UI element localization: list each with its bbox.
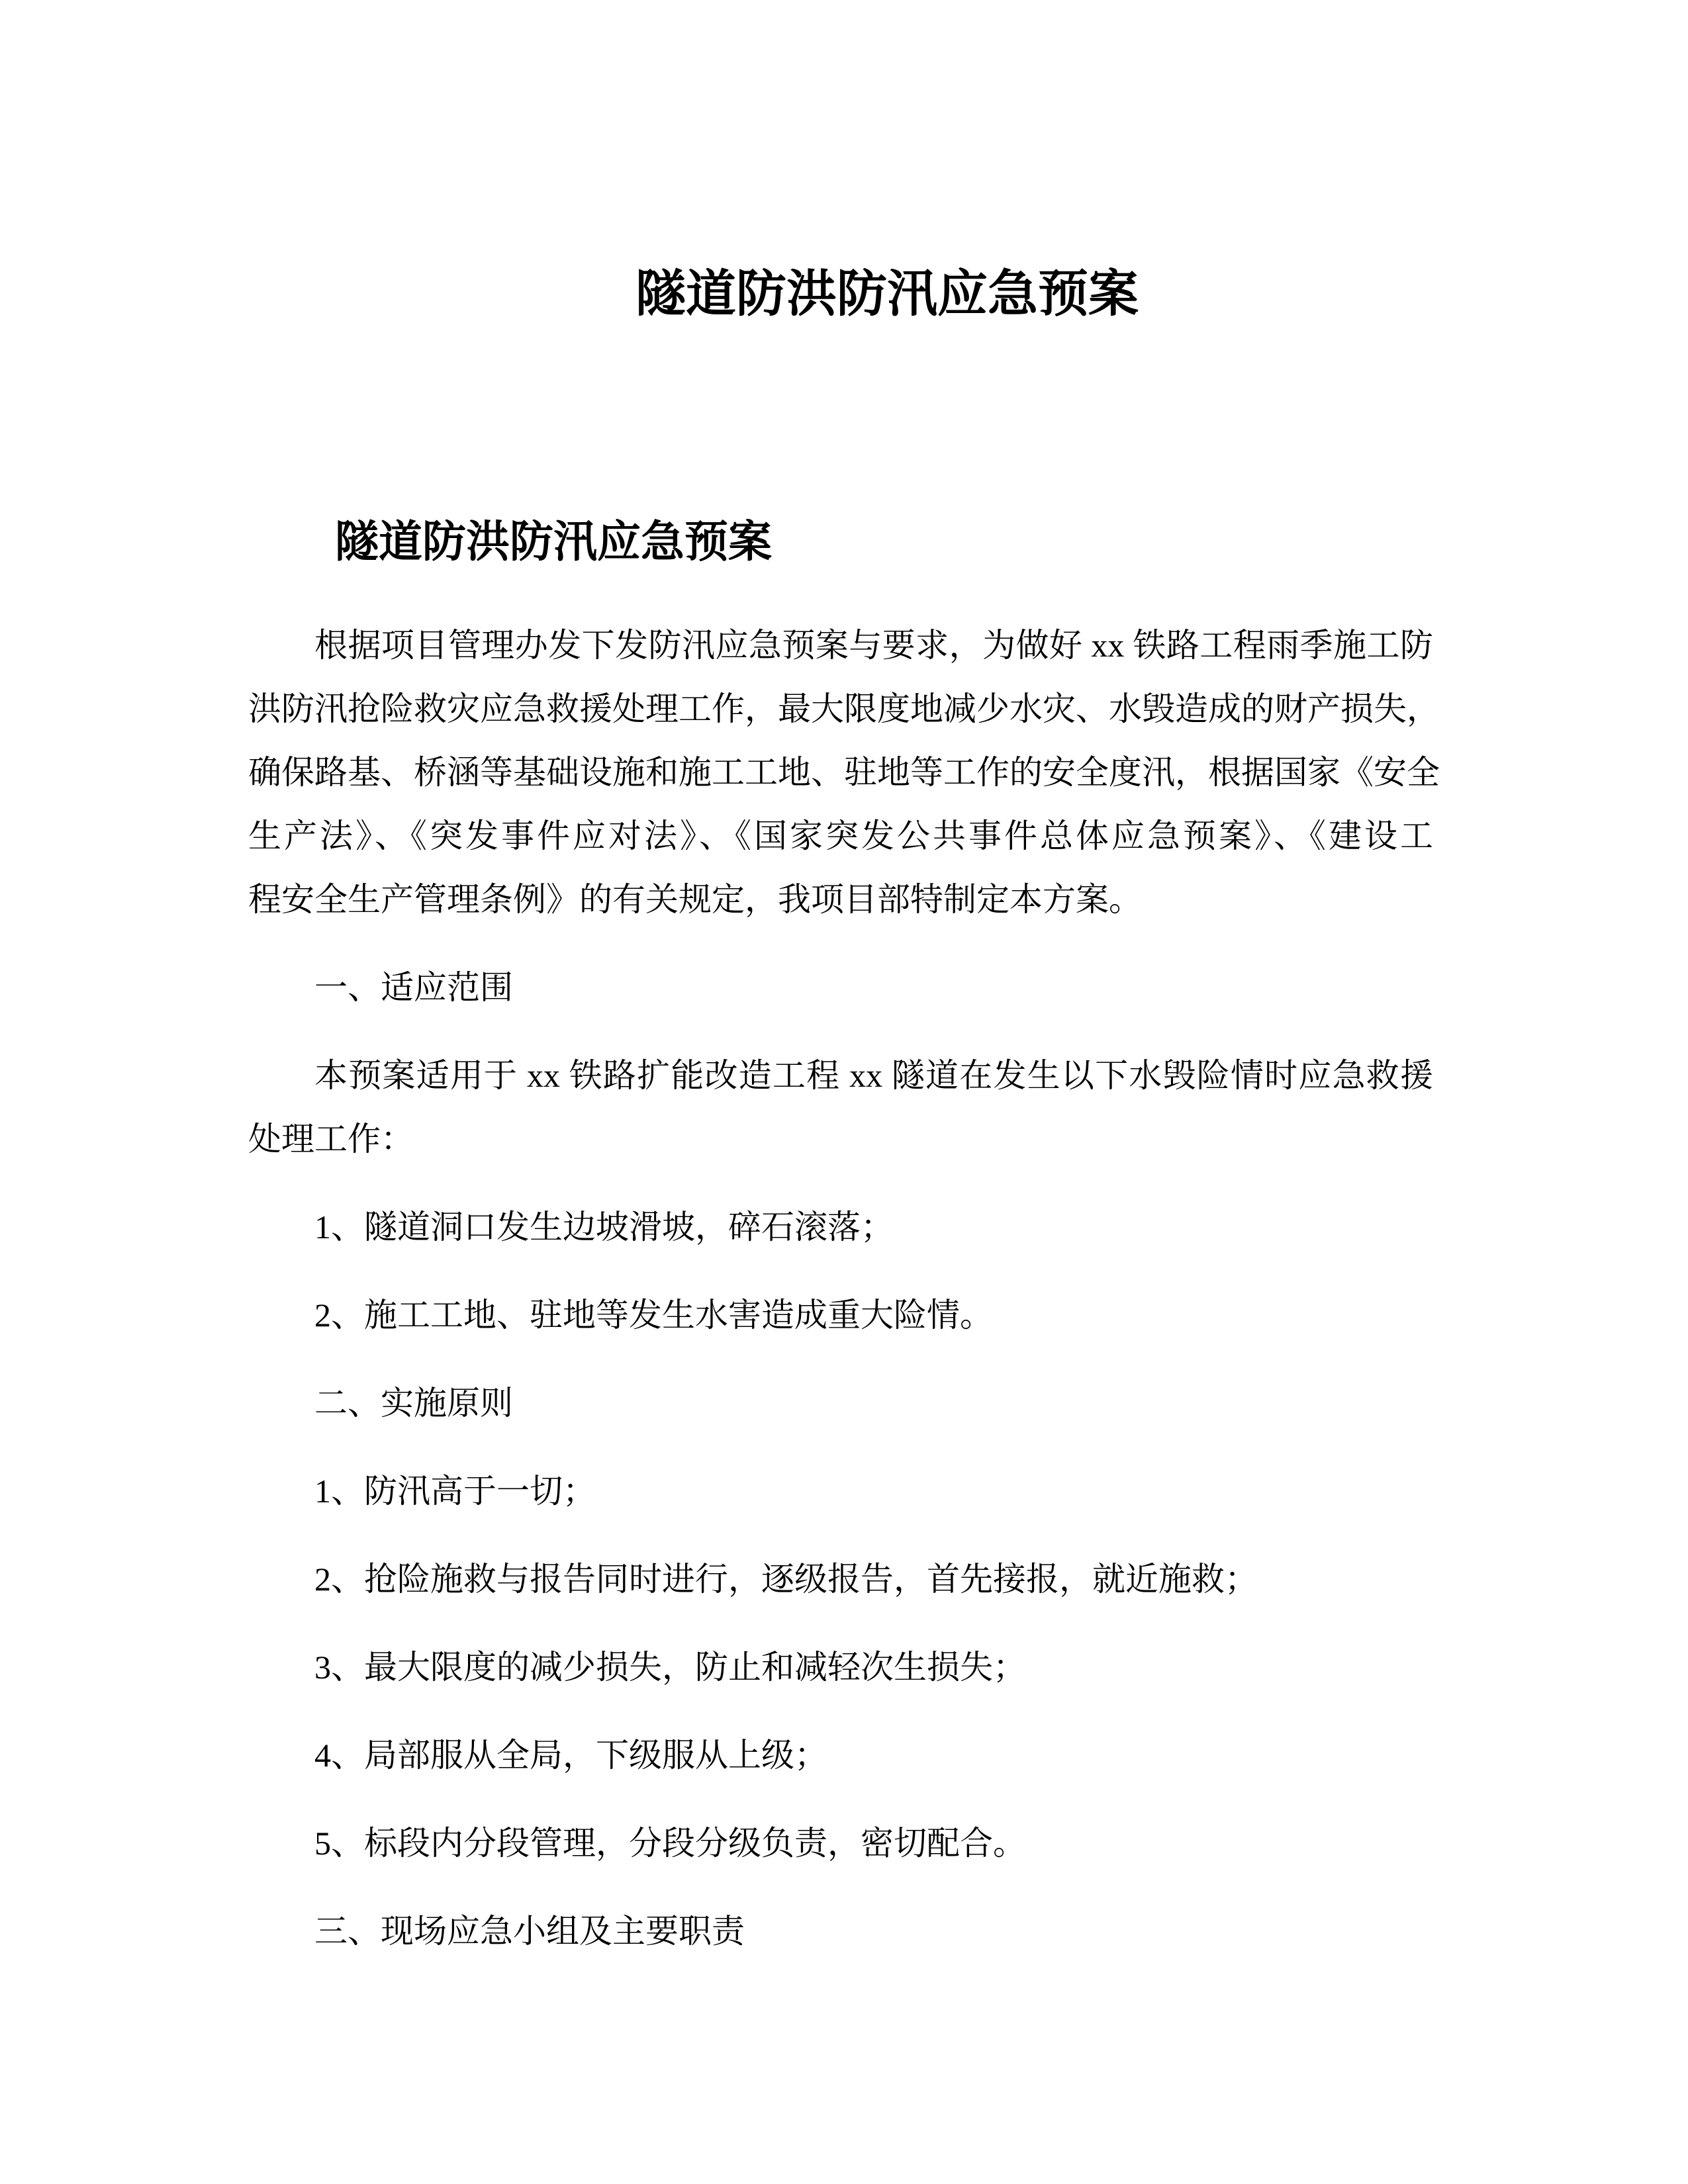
scope-item — [248, 1283, 1433, 1347]
intro-line: 洪防汛抢险救灾应急救援处理工作，最大限度地减少水灾、水毁造成的财产损失， — [248, 690, 1440, 727]
scope-line: 本预案适用于 xx 铁路扩能改造工程 xx 隧道在发生以下水毁险情时应急救援 — [314, 1057, 1433, 1094]
section-heading-text: 一、适应范围 — [314, 969, 513, 1006]
scope-item-text: 1、隧道洞口发生边坡滑坡，碎石滚落； — [314, 1208, 894, 1246]
document-subtitle: 隧道防洪防汛应急预案 — [335, 518, 772, 567]
principle-text: 1、防汛高于一切； — [314, 1473, 596, 1510]
document-title: 隧道防洪防汛应急预案 — [635, 267, 1139, 322]
principle-item — [248, 1811, 1433, 1875]
scope-line: 处理工作： — [248, 1120, 414, 1158]
principle-item — [248, 1723, 1433, 1787]
scope-item — [248, 1195, 1433, 1259]
section-heading-team — [248, 1899, 1433, 1963]
section-heading-principles — [248, 1371, 1433, 1435]
principle-text: 3、最大限度的减少损失，防止和减轻次生损失； — [314, 1649, 1026, 1686]
principle-text: 4、局部服从全局，下级服从上级； — [314, 1737, 827, 1774]
intro-line: 根据项目管理办发下发防汛应急预案与要求，为做好 xx 铁路工程雨季施工防 — [314, 627, 1433, 664]
intro-paragraph — [248, 614, 1440, 931]
principle-item — [248, 1635, 1433, 1699]
principle-item — [248, 1547, 1433, 1611]
section-heading-scope — [248, 956, 1433, 1019]
intro-line: 确保路基、桥涵等基础设施和施工工地、驻地等工作的安全度汛，根据国家《安全 — [248, 754, 1440, 791]
principle-text: 2、抢险施救与报告同时进行，逐级报告，首先接报，就近施救； — [314, 1561, 1258, 1598]
intro-line: 程安全生产管理条例》的有关规定，我项目部特制定本方案。 — [248, 881, 1142, 918]
intro-line: 生产法》、《突发事件应对法》、《国家突发公共事件总体应急预案》、《建设工 — [248, 817, 1433, 854]
principle-text: 5、标段内分段管理，分段分级负责，密切配合。 — [314, 1825, 1026, 1862]
principle-item — [248, 1459, 1433, 1523]
scope-paragraph — [248, 1044, 1433, 1171]
scope-item-text: 2、施工工地、驻地等发生水害造成重大险情。 — [314, 1297, 993, 1334]
document-body — [248, 614, 1440, 1987]
section-heading-text: 二、实施原则 — [314, 1385, 513, 1422]
section-heading-text: 三、现场应急小组及主要职责 — [314, 1913, 745, 1950]
